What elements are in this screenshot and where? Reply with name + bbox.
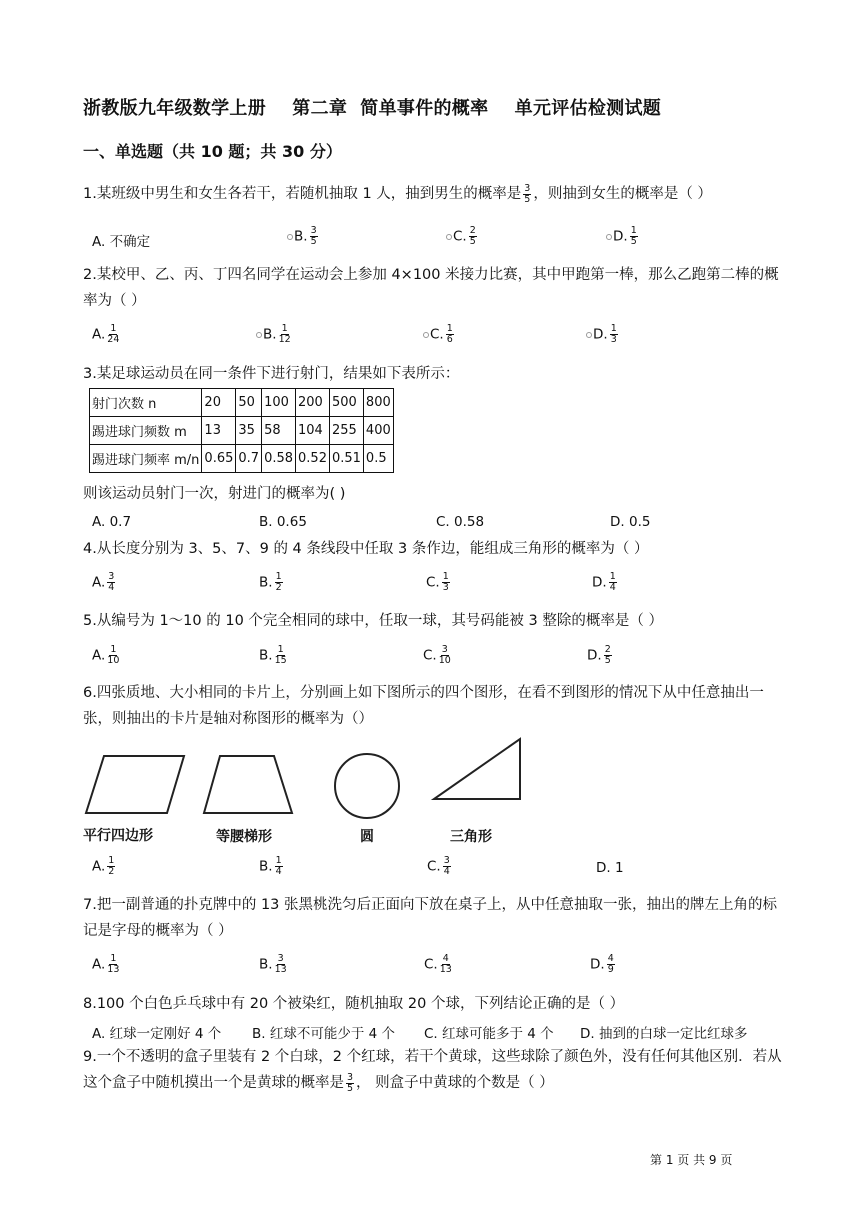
fraction: $\frac{1}{15}$ bbox=[274, 644, 287, 666]
table-cell: 踢进球门频率 m/n bbox=[90, 445, 202, 473]
fraction: $\frac{2}{5}$ bbox=[469, 225, 476, 247]
fraction: $\frac{1}{4}$ bbox=[609, 571, 616, 593]
question-7: 7.把一副普通的扑克牌中的 13 张黑桃洗匀后正面向下放在桌子上，从中任意抽取一张，抽出的牌左上角的标记是字母的概率为（ ） bbox=[83, 897, 777, 939]
radio-dot-icon bbox=[446, 234, 452, 240]
table-cell: 13 bbox=[202, 417, 236, 445]
fraction: $\frac{3}{5}$ bbox=[347, 1071, 354, 1094]
question-1-tail: ，则抽到女生的概率是（ ） bbox=[533, 186, 712, 202]
table-cell: 0.5 bbox=[363, 445, 393, 473]
option-c[interactable]: C. $\frac{4}{13}$ bbox=[424, 953, 452, 975]
option-a[interactable]: A. $\frac{1}{13}$ bbox=[92, 953, 120, 975]
table-cell: 100 bbox=[262, 389, 296, 417]
option-c[interactable]: C. $\frac{3}{10}$ bbox=[423, 644, 451, 666]
table-cell: 踢进球门频数 m bbox=[90, 417, 202, 445]
shape-label: 平行四边形 bbox=[83, 828, 153, 844]
option-d[interactable]: D. $\frac{1}{3}$ bbox=[586, 324, 620, 345]
option-a[interactable]: A. $\frac{3}{4}$ bbox=[92, 571, 115, 593]
table-cell: 500 bbox=[329, 389, 363, 417]
option-b[interactable]: B. $\frac{1}{2}$ bbox=[259, 571, 282, 593]
option-c[interactable]: C. 0.58 bbox=[436, 514, 485, 530]
option-c[interactable]: C. $\frac{1}{3}$ bbox=[426, 571, 449, 593]
question-1-text: 1.某班级中男生和女生各若干，若随机抽取 1 人，抽到男生的概率是 bbox=[83, 186, 522, 202]
table-cell: 0.7 bbox=[236, 445, 262, 473]
table-cell: 射门次数 n bbox=[90, 389, 202, 417]
option-a[interactable]: A. 不确定 bbox=[92, 234, 151, 250]
table-cell: 50 bbox=[236, 389, 262, 417]
fraction: $\frac{1}{6}$ bbox=[446, 323, 453, 345]
option-d[interactable]: D. 抽到的白球一定比红球多 bbox=[580, 1026, 748, 1042]
shape-label: 等腰梯形 bbox=[216, 829, 272, 845]
fraction: $\frac{3}{4}$ bbox=[108, 571, 115, 593]
table-cell: 200 bbox=[296, 389, 330, 417]
question-6: 6.四张质地、大小相同的卡片上，分别画上如下图所示的四个图形，在看不到图形的情况下从中任意抽出一张，则抽出的卡片是轴对称图形的概率为（） bbox=[83, 685, 764, 727]
parallelogram-icon bbox=[86, 756, 184, 813]
option-b[interactable]: B. $\frac{1}{12}$ bbox=[256, 324, 293, 345]
shape-label: 圆 bbox=[360, 829, 374, 845]
table-cell: 20 bbox=[202, 389, 236, 417]
option-c[interactable]: C. 红球可能多于 4 个 bbox=[424, 1026, 554, 1042]
option-c[interactable]: C. $\frac{3}{4}$ bbox=[427, 855, 450, 877]
table-cell: 0.51 bbox=[329, 445, 363, 473]
option-d[interactable]: D. 1 bbox=[596, 860, 624, 876]
radio-dot-icon bbox=[287, 234, 293, 240]
radio-dot-icon bbox=[586, 332, 592, 338]
fraction: $\frac{3}{5}$ bbox=[524, 182, 531, 205]
fraction: $\frac{2}{5}$ bbox=[604, 644, 611, 666]
table-cell: 35 bbox=[236, 417, 262, 445]
fraction: $\frac{3}{4}$ bbox=[443, 855, 450, 877]
option-d[interactable]: D. $\frac{1}{4}$ bbox=[592, 571, 616, 593]
option-b[interactable]: B. $\frac{1}{4}$ bbox=[259, 855, 282, 877]
option-a[interactable]: A. 0.7 bbox=[92, 514, 132, 530]
option-b[interactable]: B. $\frac{3}{5}$ bbox=[287, 226, 320, 247]
trapezoid-icon bbox=[204, 756, 292, 813]
table-cell: 0.65 bbox=[202, 445, 236, 473]
option-a[interactable]: A. $\frac{1}{10}$ bbox=[92, 644, 120, 666]
fraction: $\frac{4}{9}$ bbox=[607, 953, 614, 975]
fraction: $\frac{1}{3}$ bbox=[442, 571, 449, 593]
fraction: $\frac{1}{5}$ bbox=[630, 225, 637, 247]
table-cell: 0.58 bbox=[262, 445, 296, 473]
circle-icon bbox=[335, 754, 399, 818]
question-3-prompt: 则该运动员射门一次，射进门的概率为( ) bbox=[83, 486, 346, 502]
fraction: $\frac{3}{13}$ bbox=[274, 953, 287, 975]
table-row bbox=[90, 417, 394, 445]
page-footer: 第 1 页 共 9 页 bbox=[650, 1153, 733, 1167]
fraction: $\frac{1}{3}$ bbox=[610, 323, 617, 345]
fraction: $\frac{1}{2}$ bbox=[108, 855, 115, 877]
table-cell: 255 bbox=[329, 417, 363, 445]
fraction: $\frac{1}{12}$ bbox=[278, 323, 291, 345]
fraction: $\frac{3}{10}$ bbox=[438, 644, 451, 666]
question-2: 2.某校甲、乙、丙、丁四名同学在运动会上参加 4×100 米接力比赛，其中甲跑第一棒，那么乙跑第二棒的概率为（ ） bbox=[83, 267, 779, 309]
option-b[interactable]: B. 红球不可能少于 4 个 bbox=[252, 1026, 396, 1042]
fraction: $\frac{4}{13}$ bbox=[439, 953, 452, 975]
option-d[interactable]: D. $\frac{4}{9}$ bbox=[590, 953, 614, 975]
option-d[interactable]: D. 0.5 bbox=[610, 514, 651, 530]
question-5: 5.从编号为 1～10 的 10 个完全相同的球中，任取一球，其号码能被 3 整除的概率是（ ） bbox=[83, 613, 663, 629]
fraction: $\frac{3}{5}$ bbox=[310, 225, 317, 247]
question-1 bbox=[83, 181, 783, 207]
option-a[interactable]: A. 红球一定刚好 4 个 bbox=[92, 1026, 222, 1042]
section-heading: 一、单选题（共 10 题；共 30 分） bbox=[83, 142, 342, 161]
fraction: $\frac{1}{24}$ bbox=[107, 323, 120, 345]
question-3: 3.某足球运动员在同一条件下进行射门，结果如下表所示： bbox=[83, 366, 460, 382]
option-c[interactable]: C. $\frac{2}{5}$ bbox=[446, 226, 479, 247]
fraction: $\frac{1}{2}$ bbox=[275, 571, 282, 593]
shots-table bbox=[89, 388, 394, 473]
option-a[interactable]: A. $\frac{1}{24}$ bbox=[92, 323, 120, 345]
option-b[interactable]: B. $\frac{1}{15}$ bbox=[259, 644, 287, 666]
table-cell: 800 bbox=[363, 389, 393, 417]
table-row bbox=[90, 389, 394, 417]
option-b[interactable]: B. $\frac{3}{13}$ bbox=[259, 953, 287, 975]
radio-dot-icon bbox=[423, 332, 429, 338]
table-cell: 58 bbox=[262, 417, 296, 445]
table-row bbox=[90, 445, 394, 473]
option-d[interactable]: D. $\frac{2}{5}$ bbox=[587, 644, 611, 666]
option-d[interactable]: D. $\frac{1}{5}$ bbox=[606, 226, 640, 247]
fraction: $\frac{1}{4}$ bbox=[275, 855, 282, 877]
fraction: $\frac{1}{13}$ bbox=[107, 953, 120, 975]
question-8: 8.100 个白色乒乓球中有 20 个被染红，随机抽取 20 个球，下列结论正确的是（ ） bbox=[83, 996, 625, 1012]
triangle-icon bbox=[434, 739, 520, 799]
table-cell: 0.52 bbox=[296, 445, 330, 473]
shape-label: 三角形 bbox=[450, 829, 492, 845]
option-c[interactable]: C. $\frac{1}{6}$ bbox=[423, 324, 456, 345]
table-cell: 104 bbox=[296, 417, 330, 445]
question-4: 4.从长度分别为 3、5、7、9 的 4 条线段中任取 3 条作边，能组成三角形的概率为（ ） bbox=[83, 541, 649, 557]
radio-dot-icon bbox=[606, 234, 612, 240]
fraction: $\frac{1}{10}$ bbox=[107, 644, 120, 666]
table-cell: 400 bbox=[363, 417, 393, 445]
question-9: 9.一个不透明的盒子里装有 2 个白球，2 个红球，若干个黄球，这些球除了颜色外，没有任何其他区别．若从这个盒子中随机摸出一个是黄球的概率是 $\frac{3}{5}$ ， 则盒子中黄球的个数是（ ） bbox=[83, 1049, 782, 1094]
page-title: 浙教版九年级数学上册 第二章 简单事件的概率 单元评估检测试题 bbox=[83, 98, 662, 119]
radio-dot-icon bbox=[256, 332, 262, 338]
option-b[interactable]: B. 0.65 bbox=[259, 514, 307, 530]
option-a[interactable]: A. $\frac{1}{2}$ bbox=[92, 855, 115, 877]
